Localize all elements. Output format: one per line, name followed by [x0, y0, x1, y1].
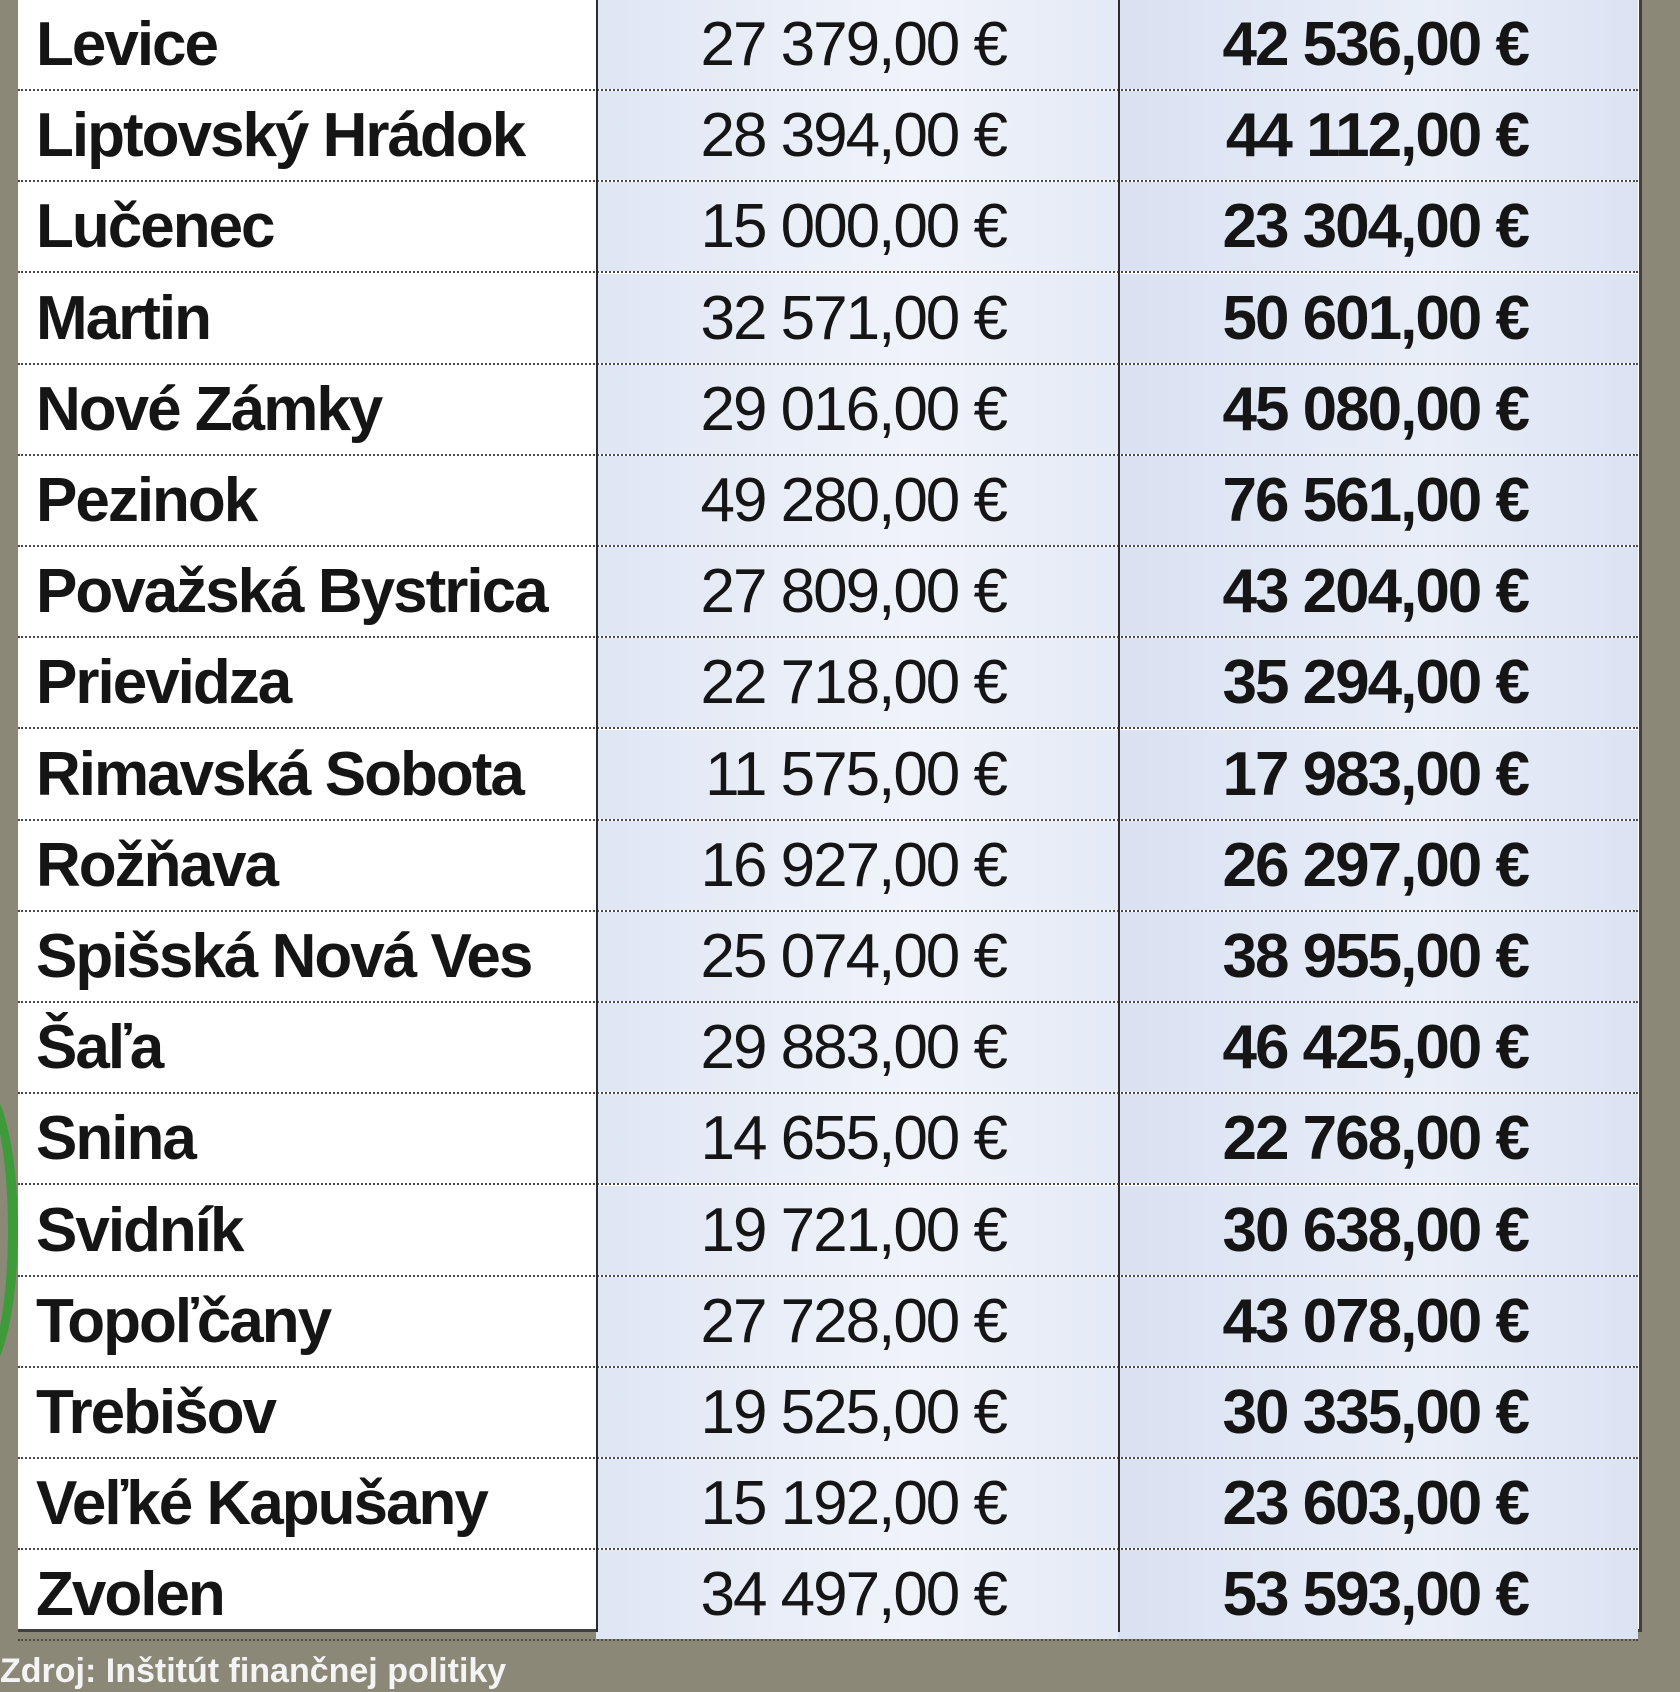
value-2024-cell: 49 280,00 € — [596, 456, 1118, 545]
table-row — [18, 638, 1638, 729]
value-2024-cell: 25 074,00 € — [596, 912, 1118, 1001]
table-row — [18, 1277, 1638, 1368]
table-row — [18, 1368, 1638, 1459]
city-name-cell: Pezinok — [36, 466, 257, 535]
city-name-cell: Snina — [36, 1104, 195, 1174]
city-name-cell: Prievidza — [36, 648, 291, 718]
value-2024-cell: 34 497,00 € — [596, 1550, 1118, 1639]
value-2024-cell: 22 718,00 € — [596, 638, 1118, 727]
table-row — [18, 821, 1638, 912]
city-name-cell: Liptovský Hrádok — [36, 101, 525, 171]
city-name-cell: Rožňava — [36, 830, 277, 900]
value-2024-cell: 28 394,00 € — [596, 91, 1118, 180]
table-row — [18, 1550, 1638, 1641]
city-name-cell: Trebišov — [36, 1378, 275, 1447]
value-2025-cell: 50 601,00 € — [1118, 274, 1638, 363]
table-row — [18, 1094, 1638, 1185]
data-table — [18, 0, 1642, 1632]
value-2024-cell: 15 000,00 € — [596, 182, 1118, 271]
city-name-cell: Veľké Kapušany — [36, 1469, 487, 1539]
value-2025-cell: 43 204,00 € — [1118, 547, 1638, 636]
city-name-cell: Nové Zámky — [36, 374, 382, 444]
value-2024-cell: 11 575,00 € — [596, 730, 1118, 819]
value-2024-cell: 27 728,00 € — [596, 1277, 1118, 1366]
value-2025-cell: 17 983,00 € — [1118, 730, 1638, 819]
value-2025-cell: 30 638,00 € — [1118, 1186, 1638, 1275]
value-2025-cell: 22 768,00 € — [1118, 1094, 1638, 1183]
value-2025-cell: 38 955,00 € — [1118, 912, 1638, 1001]
value-2025-cell: 76 561,00 € — [1118, 456, 1638, 545]
city-name-cell: Považská Bystrica — [36, 557, 547, 627]
table-row — [18, 912, 1638, 1003]
table-row — [18, 365, 1638, 456]
value-2024-cell: 27 809,00 € — [596, 547, 1118, 636]
table-row — [18, 1186, 1638, 1277]
table-row — [18, 1459, 1638, 1550]
table-row — [18, 0, 1638, 91]
table-row — [18, 547, 1638, 638]
city-name-cell: Lučenec — [36, 192, 274, 262]
value-2024-cell: 29 883,00 € — [596, 1003, 1118, 1092]
column-divider — [1118, 0, 1120, 1632]
city-name-cell: Topoľčany — [36, 1286, 331, 1356]
value-2024-cell: 16 927,00 € — [596, 821, 1118, 910]
value-2025-cell: 45 080,00 € — [1118, 365, 1638, 454]
value-2025-cell: 30 335,00 € — [1118, 1368, 1638, 1457]
value-2025-cell: 35 294,00 € — [1118, 638, 1638, 727]
source-note: Zdroj: Inštitút finančnej politiky — [0, 1652, 507, 1690]
city-name-cell: Šaľa — [36, 1013, 163, 1083]
city-name-cell: Spišská Nová Ves — [36, 922, 532, 991]
green-arc-decoration — [0, 1080, 18, 1380]
value-2024-cell: 15 192,00 € — [596, 1459, 1118, 1548]
value-2025-cell: 53 593,00 € — [1118, 1550, 1638, 1639]
table-row — [18, 182, 1638, 273]
city-name-cell: Zvolen — [36, 1560, 224, 1630]
table-row — [18, 730, 1638, 821]
city-name-cell: Martin — [36, 283, 210, 353]
table-row — [18, 1003, 1638, 1094]
value-2025-cell: 42 536,00 € — [1118, 0, 1638, 89]
value-2025-cell: 46 425,00 € — [1118, 1003, 1638, 1092]
value-2024-cell: 27 379,00 € — [596, 0, 1118, 89]
value-2024-cell: 29 016,00 € — [596, 365, 1118, 454]
value-2024-cell: 19 721,00 € — [596, 1186, 1118, 1275]
column-divider — [596, 0, 598, 1632]
city-name-cell: Svidník — [36, 1195, 243, 1265]
city-name-cell: Levice — [36, 10, 218, 79]
table-row — [18, 274, 1638, 365]
table-row — [18, 91, 1638, 182]
city-name-cell: Rimavská Sobota — [36, 739, 523, 809]
value-2025-cell: 43 078,00 € — [1118, 1277, 1638, 1366]
value-2025-cell: 23 304,00 € — [1118, 182, 1638, 271]
value-2025-cell: 44 112,00 € — [1118, 91, 1638, 180]
value-2024-cell: 32 571,00 € — [596, 274, 1118, 363]
table-row — [18, 456, 1638, 547]
value-2025-cell: 26 297,00 € — [1118, 821, 1638, 910]
value-2024-cell: 14 655,00 € — [596, 1094, 1118, 1183]
value-2025-cell: 23 603,00 € — [1118, 1459, 1638, 1548]
value-2024-cell: 19 525,00 € — [596, 1368, 1118, 1457]
